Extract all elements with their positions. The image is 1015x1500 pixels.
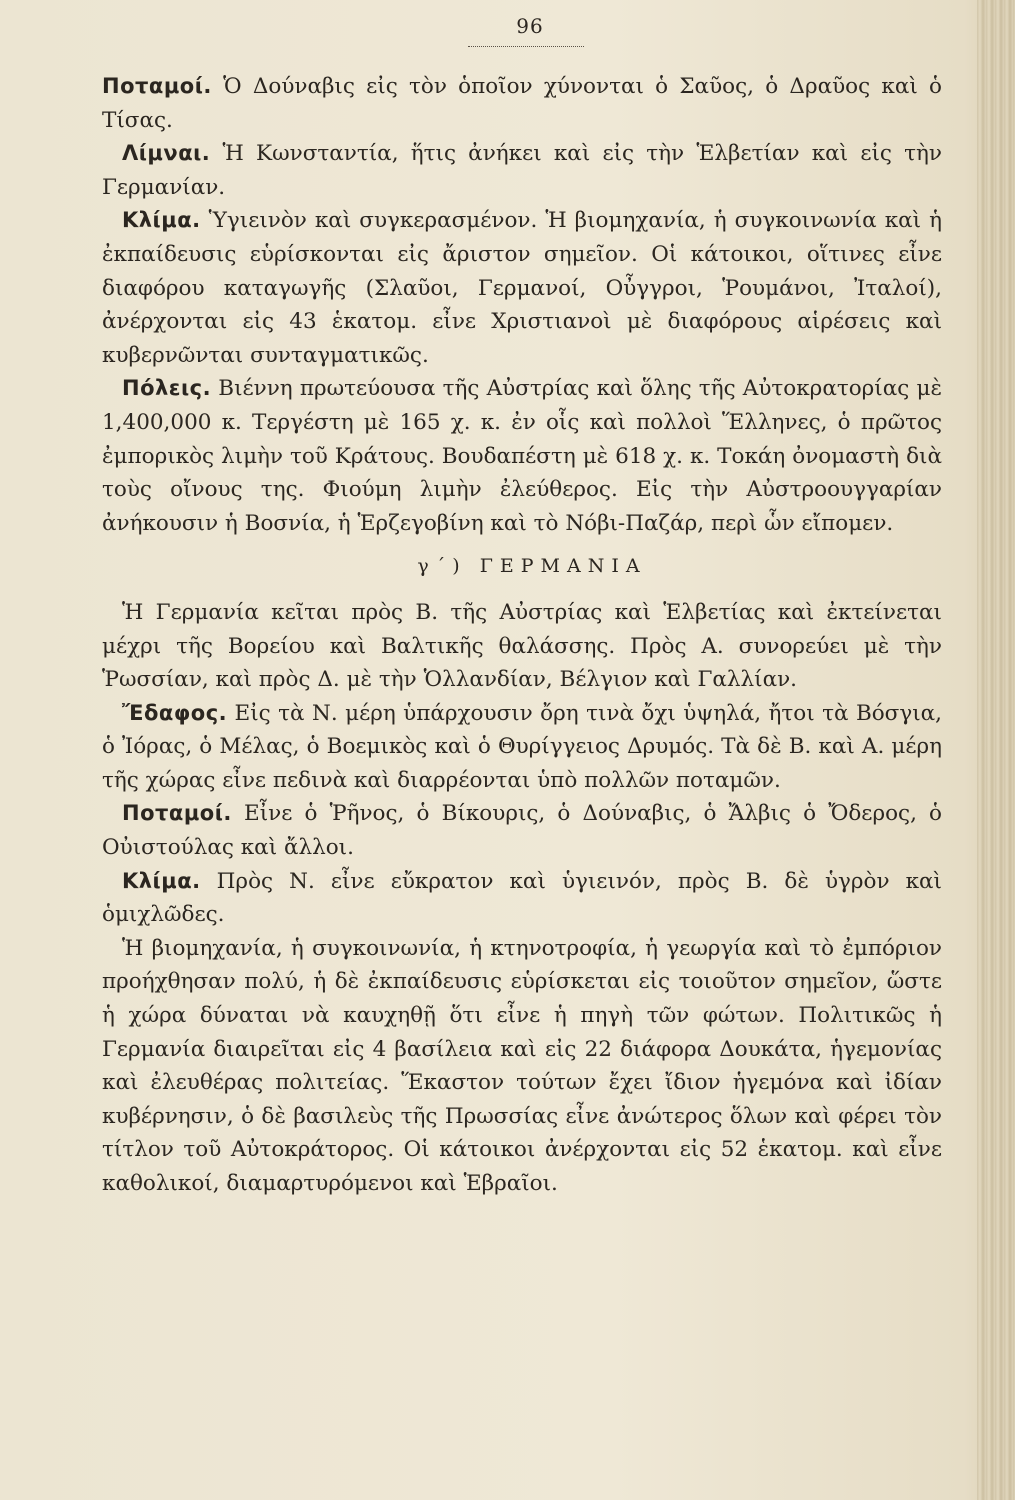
paragraph-germany-rivers [102,797,942,864]
germany-rivers-label: Ποταμοί. [122,801,232,826]
climate-text: Ὑγιεινὸν καὶ συγκερασμένον. Ἡ βιομηχανία, ἡ συγκοινωνία καὶ ἡ ἐκπαίδευσις εὑρίσκονται εἰς ἄριστον σημεῖον. Οἱ κάτοικοι, οἵτινες εἶνε διαφόρου καταγωγῆς (Σλαῦοι, Γερμανοί, Οὖγγροι, Ῥουμάνοι, Ἰταλοί), ἀνέρχονται εἰς 43 ἑκατομ. εἶνε Χριστιανοὶ μὲ διαφόρους αἱρέσεις καὶ κυβερνῶνται συνταγματικῶς. [102,208,942,368]
paragraph-germany-climate [102,865,942,932]
germany-rivers-text: Εἶνε ὁ Ῥῆνος, ὁ Βίκουρις, ὁ Δούναβις, ὁ Ἄλβις ὁ Ὄδερος, ὁ Οὐιστούλας καὶ ἄλλοι. [102,801,942,861]
paragraph-rivers [102,70,942,137]
paragraph-germany-intro [102,596,942,697]
paragraph-terrain [102,697,942,798]
paragraph-cities [102,372,942,540]
cities-text: Βιέννη πρωτεύουσα τῆς Αὐστρίας καὶ ὅλης τῆς Αὐτοκρατορίας μὲ 1,400,000 κ. Τεργέστη μὲ 165 χ. κ. ἐν οἷς καὶ πολλοὶ Ἕλληνες, ὁ πρῶτος ἐμπορικὸς λιμὴν τοῦ Κράτους. Βουδαπέστη μὲ 618 χ. κ. Τοκάη ὀνομαστὴ διὰ τοὺς οἴνους της. Φιούμη λιμὴν ἐλεύθερος. Εἰς τὴν Αὐστροουγγαρίαν ἀνήκουσιν ἡ Βοσνία, ἡ Ἑρζεγοβίνη καὶ τὸ Νόβι-Παζάρ, περὶ ὧν εἴπομεν. [102,376,942,536]
lakes-text: Ἡ Κωνσταντία, ἥτις ἀνήκει καὶ εἰς τὴν Ἑλβετίαν καὶ εἰς τὴν Γερμανίαν. [102,141,942,200]
section-title: γ΄) ΓΕΡΜΑΝΙΑ [417,555,647,578]
climate-label: Κλίμα. [122,208,201,233]
page-number: 96 [516,14,544,38]
paragraph-lakes [102,137,942,204]
rivers-label: Ποταμοί. [102,74,212,98]
header-rule [468,46,584,47]
page-edge [977,0,1015,1500]
cities-label: Πόλεις. [122,376,212,401]
industry-text: Ἡ βιομηχανία, ἡ συγκοινωνία, ἡ κτηνοτροφία, ἡ γεωργία καὶ τὸ ἐμπόριον προήχθησαν πολύ, ἡ δὲ ἐκπαίδευσις εὑρίσκεται εἰς τοιοῦτον σημεῖον, ὥστε ἡ χώρα δύναται νὰ καυχηθῇ ὅτι εἶνε ἡ πηγὴ τῶν φώτων. Πολιτικῶς ἡ Γερμανία διαιρεῖται εἰς 4 βασίλεια καὶ εἰς 22 διάφορα Δουκάτα, ἡγεμονίας καὶ ἐλευθέρας πολιτείας. Ἕκαστον τούτων ἔχει ἴδιον ἡγεμόνα καὶ ἰδίαν κυβέρνησιν, ὁ δὲ βασιλεὺς τῆς Πρωσσίας εἶνε ἀνώτερος ὅλων καὶ φέρει τὸν τίτλον τοῦ Αὐτοκράτορος. Οἱ κάτοικοι ἀνέρχονται εἰς 52 ἑκατομ. καὶ εἶνε καθολικοί, διαμαρτυρόμενοι καὶ Ἑβραῖοι. [102,935,942,1196]
germany-climate-text: Πρὸς Ν. εἶνε εὔκρατον καὶ ὑγιεινόν, πρὸς Β. δὲ ὑγρὸν καὶ ὁμιχλῶδες. [102,868,942,928]
rivers-text: Ὁ Δούναβις εἰς τὸν ὁποῖον χύνονται ὁ Σαῦος, ὁ Δραῦος καὶ ὁ Τίσας. [102,74,942,133]
terrain-label: Ἔδαφος. [122,700,228,725]
lakes-label: Λίμναι. [122,141,211,166]
paragraph-industry [102,932,942,1201]
body-text [102,70,942,1201]
germany-intro-text: Ἡ Γερμανία κεῖται πρὸς Β. τῆς Αὐστρίας καὶ Ἑλβετίας καὶ ἐκτείνεται μέχρι τῆς Βορείου καὶ Βαλτικῆς θαλάσσης. Πρὸς Α. συνορεύει μὲ τὴν Ῥωσσίαν, καὶ πρὸς Δ. μὲ τὴν Ὁλλανδίαν, Βέλγιον καὶ Γαλλίαν. [102,599,942,693]
germany-climate-label: Κλίμα. [122,868,201,893]
terrain-text: Εἰς τὰ Ν. μέρη ὑπάρχουσιν ὄρη τινὰ ὄχι ὑψηλά, ἤτοι τὰ Βόσγια, ὁ Ἰόρας, ὁ Μέλας, ὁ Βοεμικὸς καὶ ὁ Θυρίγγειος Δρυμός. Τὰ δὲ Β. καὶ Α. μέρη τῆς χώρας εἶνε πεδινὰ καὶ διαρρέονται ὑπὸ πολλῶν ποταμῶν. [102,700,942,793]
paragraph-climate [102,204,942,372]
